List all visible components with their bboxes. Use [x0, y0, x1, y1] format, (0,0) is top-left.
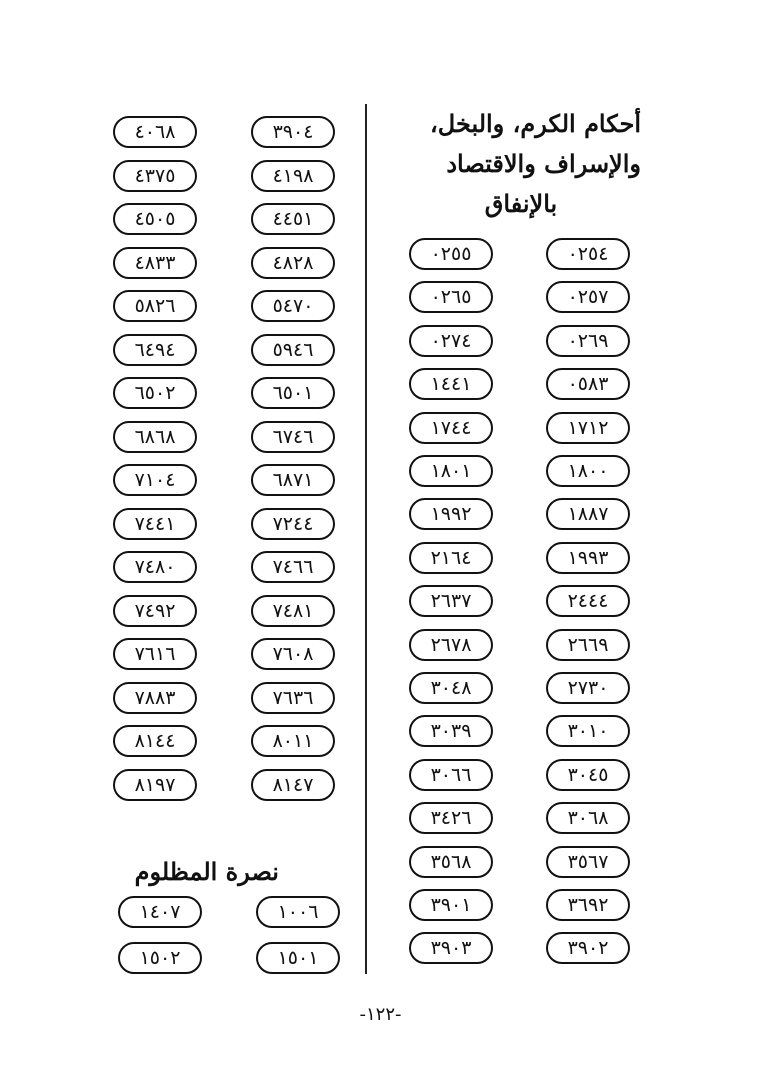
reference-number: ٣٥٦٨	[409, 846, 493, 878]
section-title-oppressed: نصرة المظلوم	[134, 857, 279, 886]
reference-number: ٨١٤٤	[113, 725, 197, 757]
reference-number: ٧٨٨٣	[113, 682, 197, 714]
reference-number: ٢٧٣٠	[546, 672, 630, 704]
reference-number: ١٥٠١	[256, 942, 340, 974]
reference-number: ٠٥٨٣	[546, 368, 630, 400]
reference-number: ٧١٠٤	[113, 464, 197, 496]
reference-number: ٧٦١٦	[113, 638, 197, 670]
reference-number: ٣٩٠١	[409, 889, 493, 921]
section-title-generosity	[401, 104, 641, 224]
reference-number: ٨٠١١	[251, 725, 335, 757]
reference-number: ٢١٦٤	[409, 542, 493, 574]
title-line-2: والإسراف والاقتصاد	[446, 149, 641, 178]
reference-number: ٣٩٠٣	[409, 932, 493, 964]
page-number: -١٢٢-	[359, 1004, 402, 1025]
reference-number: ٦٧٤٦	[251, 421, 335, 453]
reference-number: ٦٨٧١	[251, 464, 335, 496]
reference-number: ١٥٠٢	[118, 942, 202, 974]
reference-number: ١٤٤١	[409, 368, 493, 400]
reference-number: ١٨٠١	[409, 455, 493, 487]
reference-number: ٠٢٦٩	[546, 325, 630, 357]
reference-number: ٤٣٧٥	[113, 160, 197, 192]
reference-number: ٧٤٤١	[113, 508, 197, 540]
reference-number: ٧٦٣٦	[251, 682, 335, 714]
reference-number: ٧٤٨٠	[113, 551, 197, 583]
reference-number: ١٧١٢	[546, 412, 630, 444]
reference-number: ٧٢٤٤	[251, 508, 335, 540]
reference-number: ٧٤٦٦	[251, 551, 335, 583]
reference-number: ١٠٠٦	[256, 896, 340, 928]
reference-number: ٣٤٢٦	[409, 802, 493, 834]
reference-number: ٣٠١٠	[546, 715, 630, 747]
reference-number: ١٤٠٧	[118, 896, 202, 928]
reference-number: ٧٤٨١	[251, 595, 335, 627]
reference-number: ٣٩٠٤	[251, 116, 335, 148]
reference-number: ٢٤٤٤	[546, 585, 630, 617]
reference-number: ٤٨٣٣	[113, 247, 197, 279]
reference-number: ٣٠٤٨	[409, 672, 493, 704]
reference-number: ٥٩٤٦	[251, 334, 335, 366]
reference-number: ٤٤٥١	[251, 203, 335, 235]
reference-number: ٣٦٩٢	[546, 889, 630, 921]
reference-number: ٤٥٠٥	[113, 203, 197, 235]
reference-number: ٠٢٦٥	[409, 281, 493, 313]
reference-number: ٦٥٠٢	[113, 377, 197, 409]
reference-number: ٧٤٩٢	[113, 595, 197, 627]
reference-number: ٠٢٥٤	[546, 238, 630, 270]
reference-number: ٣٩٠٢	[546, 932, 630, 964]
reference-number: ٨١٩٧	[113, 769, 197, 801]
reference-number: ١٨٠٠	[546, 455, 630, 487]
reference-number: ١٨٨٧	[546, 498, 630, 530]
reference-number: ٣٠٦٦	[409, 759, 493, 791]
reference-number: ٣٠٣٩	[409, 715, 493, 747]
reference-number: ٥٨٢٦	[113, 290, 197, 322]
reference-number: ٠٢٥٧	[546, 281, 630, 313]
title-line-3: بالإنفاق	[484, 189, 558, 218]
reference-number: ٣٠٤٥	[546, 759, 630, 791]
column-divider	[365, 104, 367, 974]
reference-number: ٧٦٠٨	[251, 638, 335, 670]
reference-number: ٦٤٩٤	[113, 334, 197, 366]
reference-number: ٦٥٠١	[251, 377, 335, 409]
reference-number: ٦٨٦٨	[113, 421, 197, 453]
reference-number: ٣٥٦٧	[546, 846, 630, 878]
reference-number: ٤٠٦٨	[113, 116, 197, 148]
reference-number: ١٧٤٤	[409, 412, 493, 444]
reference-number: ١٩٩٣	[546, 542, 630, 574]
reference-number: ٠٢٥٥	[409, 238, 493, 270]
reference-number: ٢٦٣٧	[409, 585, 493, 617]
reference-number: ٢٦٦٩	[546, 629, 630, 661]
reference-number: ٢٦٧٨	[409, 629, 493, 661]
reference-number: ١٩٩٢	[409, 498, 493, 530]
reference-number: ٤١٩٨	[251, 160, 335, 192]
reference-number: ٨١٤٧	[251, 769, 335, 801]
reference-number: ٥٤٧٠	[251, 290, 335, 322]
reference-number: ٤٨٢٨	[251, 247, 335, 279]
reference-number: ٣٠٦٨	[546, 802, 630, 834]
title-line-1: أحكام الكرم، والبخل،	[430, 109, 641, 138]
reference-number: ٠٢٧٤	[409, 325, 493, 357]
